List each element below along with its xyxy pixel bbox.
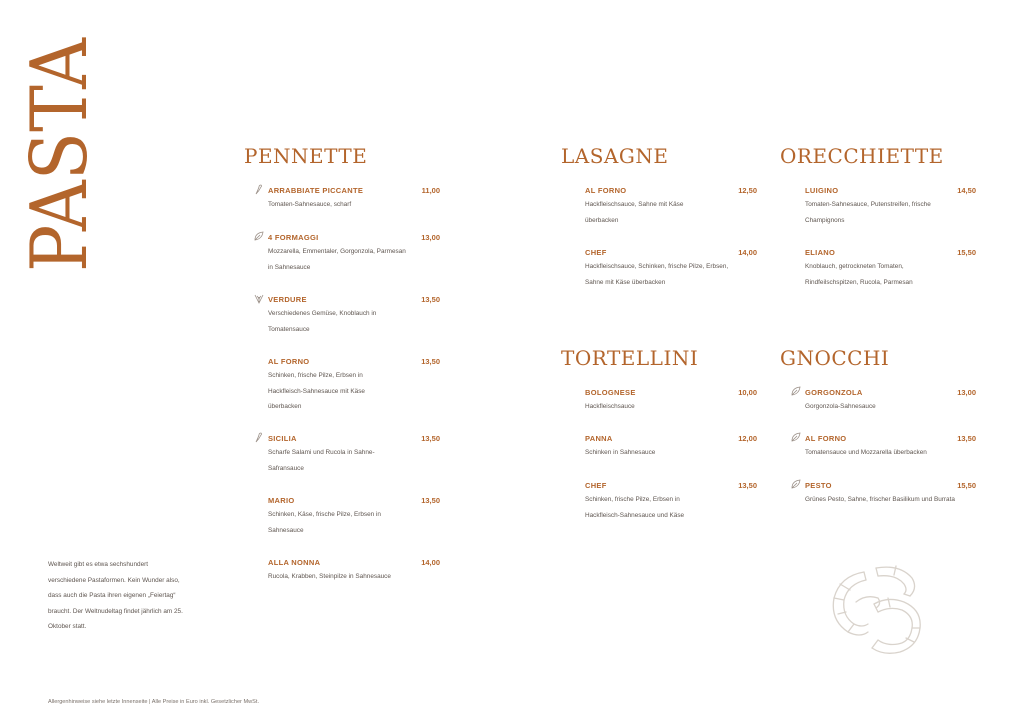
leaf-icon	[791, 479, 801, 490]
leaf-icon	[791, 386, 801, 397]
svg-text:PASTA: PASTA	[15, 12, 105, 272]
leaf-icon	[791, 432, 801, 443]
chili-icon	[254, 184, 264, 195]
section-title-gnocchi: GNOCCHI	[780, 346, 890, 370]
leaf-icon	[254, 231, 264, 242]
section-title-pennette: PENNETTE	[244, 144, 368, 168]
page-title	[15, 12, 105, 272]
chili-icon	[254, 432, 264, 443]
vegan-icon	[254, 293, 264, 304]
section-title-tortellini: TORTELLINI	[561, 346, 699, 370]
pasta-illustration-icon	[826, 562, 930, 658]
side-note: Weltweit gibt es etwa sechshundert verschiedene Pastaformen. Kein Wunder also, dass auch die Pasta ihren eigenen „Feiertag“ braucht. Der Weltnudeltag findet jährlich am 25. Oktober statt.	[48, 561, 183, 630]
section-title-orecchiette: ORECCHIETTE	[780, 144, 944, 168]
footer-note: Allergenhinweise siehe letzte Innenseite | Alle Preise in Euro inkl. Gesetzlicher MwSt.	[48, 699, 260, 705]
section-title-lasagne: LASAGNE	[561, 144, 669, 168]
